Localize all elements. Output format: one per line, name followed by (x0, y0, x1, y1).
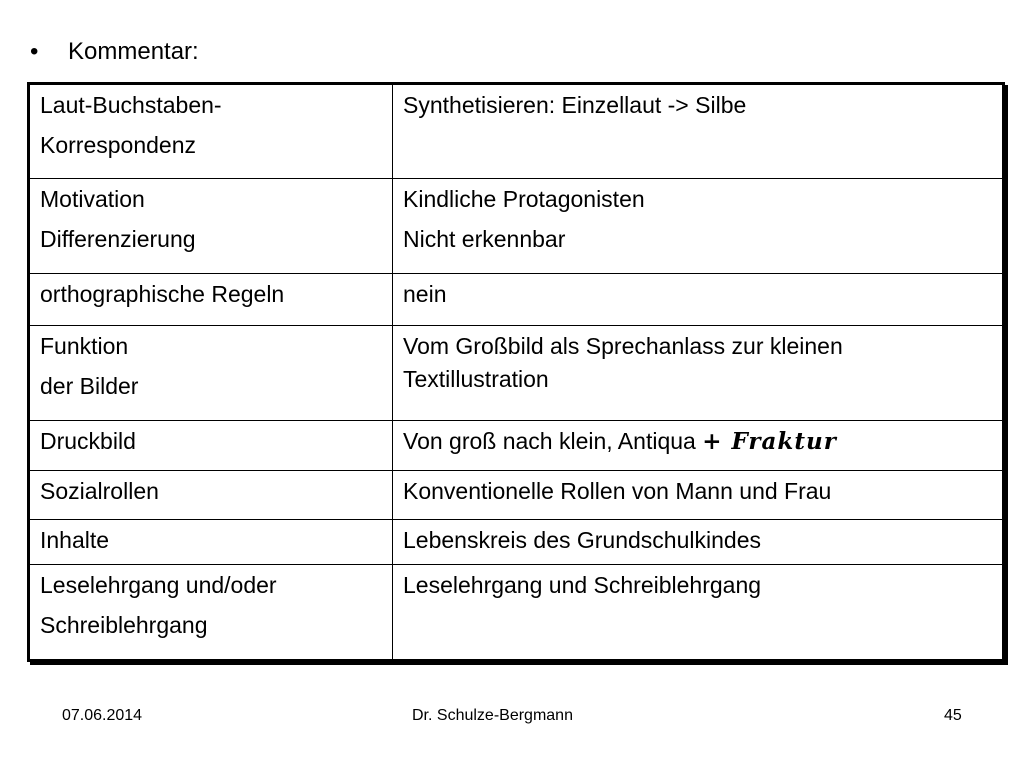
cell-line: Leselehrgang und Schreiblehrgang (403, 572, 762, 598)
cell-line: der Bilder (40, 373, 139, 399)
table-cell-label (30, 471, 393, 520)
table-cell-label (30, 421, 393, 471)
cell-line: Nicht erkennbar (403, 226, 566, 252)
table-cell-value (393, 274, 1003, 326)
cell-line: nein (403, 281, 447, 307)
footer-date: 07.06.2014 (62, 707, 143, 724)
table-cell-label (30, 565, 393, 660)
comment-table (29, 84, 1003, 660)
comment-table-frame (27, 82, 1005, 662)
cell-line: Kindliche Protagonisten (403, 186, 645, 212)
cell-line: Inhalte (40, 527, 110, 553)
fraktur-text: + Fraktur (702, 428, 837, 455)
cell-line: orthographische Regeln (40, 281, 285, 307)
table-cell-label (30, 179, 393, 274)
footer-author: Dr. Schulze-Bergmann (412, 707, 573, 724)
cell-line: Lebenskreis des Grundschulkindes (403, 527, 761, 553)
table-row (30, 565, 1003, 660)
cell-line: Motivation (40, 186, 145, 212)
table-cell-value (393, 326, 1003, 421)
table-cell-value (393, 85, 1003, 179)
table-cell-value (393, 179, 1003, 274)
table-cell-value (393, 520, 1003, 565)
bullet-symbol: • (30, 38, 39, 65)
table-cell-label (30, 520, 393, 565)
footer-page-number: 45 (944, 707, 962, 724)
cell-line (403, 421, 992, 462)
table-cell-label (30, 274, 393, 326)
table-row (30, 274, 1003, 326)
bullet-heading (30, 36, 199, 68)
cell-line: Schreiblehrgang (40, 612, 208, 638)
cell-line: Sozialrollen (40, 478, 159, 504)
table-cell-label (30, 85, 393, 179)
table-cell-label (30, 326, 393, 421)
table-row (30, 326, 1003, 421)
cell-line: Konventionelle Rollen von Mann und Frau (403, 478, 832, 504)
table-cell-value (393, 565, 1003, 660)
cell-line: Vom Großbild als Sprechanlass zur kleinen Textillustration (403, 333, 843, 392)
table-cell-value (393, 421, 1003, 471)
cell-line: Druckbild (40, 428, 136, 454)
table-row (30, 85, 1003, 179)
heading-text: Kommentar: (68, 38, 199, 65)
table-cell-value (393, 471, 1003, 520)
table-row (30, 179, 1003, 274)
cell-line: Laut-Buchstaben- (40, 92, 222, 118)
table-row (30, 421, 1003, 471)
cell-line: Leselehrgang und/oder (40, 572, 277, 598)
table-row (30, 520, 1003, 565)
antiqua-text: Von groß nach klein, Antiqua (403, 428, 703, 454)
table-row (30, 471, 1003, 520)
cell-line: Korrespondenz (40, 132, 196, 158)
cell-line: Funktion (40, 333, 129, 359)
cell-line: Differenzierung (40, 226, 196, 252)
cell-line: Synthetisieren: Einzellaut -> Silbe (403, 92, 747, 118)
